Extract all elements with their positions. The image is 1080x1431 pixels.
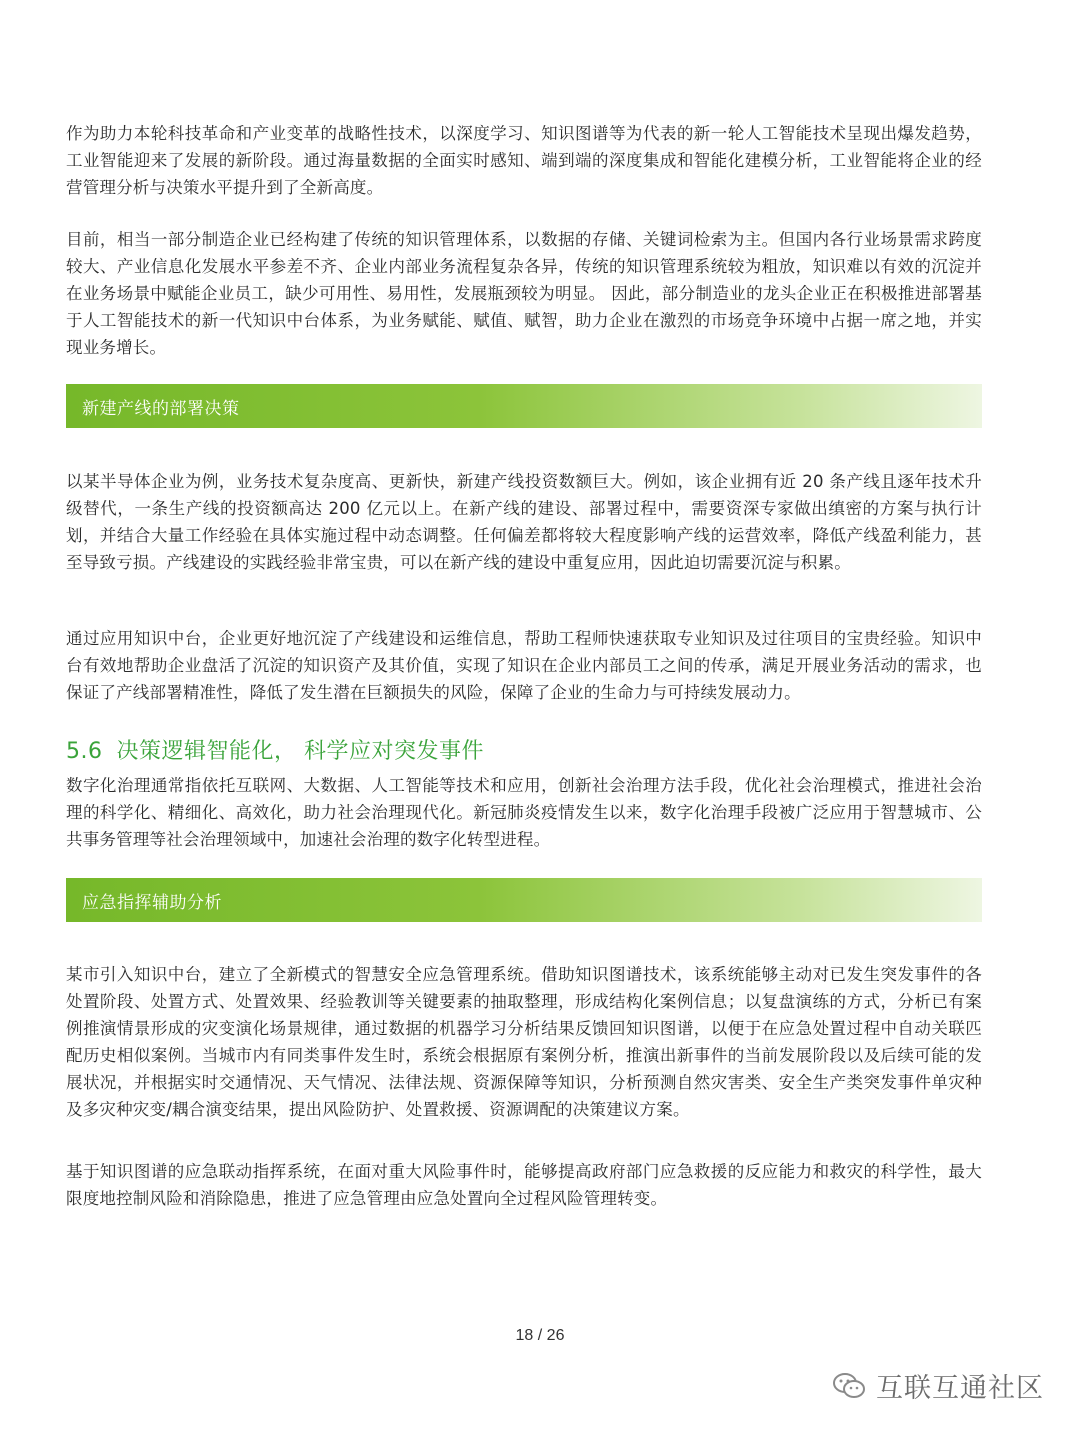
wechat-icon bbox=[832, 1371, 866, 1401]
paragraph-semiconductor-example: 以某半导体企业为例，业务技术复杂度高、更新快，新建产线投资数额巨大。例如，该企业拥有近 20 条产线且逐年技术升级替代，一条生产线的投资额高达 200 亿元以上。在新产线的建设、部署过程中，需要资深专家做出缜密的方案与执行计划，并结合大量工作经验在具体实施过程中动态调整。任何偏差都将较大程度影响产线的运营效率，降低产线盈利能力，甚至导致亏损。产线建设的实践经验非常宝贵，可以在新产线的建设中重复应用，因此迫切需要沉淀与积累。 bbox=[66, 472, 982, 572]
watermark-text: 互联互通社区 bbox=[876, 1373, 1044, 1404]
section-number: 5.6 bbox=[66, 739, 103, 764]
paragraph-current-state: 目前，相当一部分制造企业已经构建了传统的知识管理体系，以数据的存储、关键词检索为主。但国内各行业场景需求跨度较大、产业信息化发展水平参差不齐、企业内部业务流程复杂各异，传统的知识管理系统较为粗放，知识难以有效的沉淀并在业务场景中赋能企业员工，缺少可用性、易用性，发展瓶颈较为明显。 因此，部分制造业的龙头企业正在积极推进部署基于人工智能技术的新一代知识中台体系，为业务赋能、赋值、赋智，助力企业在激烈的市场竞争环境中占据一席之地，并实现业务增长。 bbox=[66, 230, 982, 357]
section-title: 决策逻辑智能化， 科学应对突发事件 bbox=[116, 739, 484, 764]
paragraph-emergency-system: 某市引入知识中台，建立了全新模式的智慧安全应急管理系统。借助知识图谱技术，该系统能够主动对已发生突发事件的各处置阶段、处置方式、处置效果、经验教训等关键要素的抽取整理，形成结构化案例信息；以复盘演练的方式，分析已有案例推演情景形成的灾变演化场景规律，通过数据的机器学习分析结果反馈回知识图谱，以便于在应急处置过程中自动关联匹配历史相似案例。当城市内有同类事件发生时，系统会根据原有案例分析，推演出新事件的当前发展阶段以及后续可能的发展状况，并根据实时交通情况、天气情况、法律法规、资源保障等知识，分析预测自然灾害类、安全生产类突发事件单灾种及多灾种灾变/耦合演变结果，提出风险防护、处置救援、资源调配的决策建议方案。 bbox=[66, 965, 982, 1119]
section-heading bbox=[66, 734, 484, 765]
page-number: 18 / 26 bbox=[515, 1327, 565, 1344]
paragraph-knowledge-platform: 通过应用知识中台，企业更好地沉淀了产线建设和运维信息，帮助工程师快速获取专业知识及过往项目的宝贵经验。知识中台有效地帮助企业盘活了沉淀的知识资产及其价值，实现了知识在企业内部员工之间的传承，满足开展业务活动的需求，也保证了产线部署精准性，降低了发生潜在巨额损失的风险，保障了企业的生命力与可持续发展动力。 bbox=[66, 629, 982, 702]
paragraph-emergency-command: 基于知识图谱的应急联动指挥系统，在面对重大风险事件时，能够提高政府部门应急救援的反应能力和救灾的科学性，最大限度地控制风险和消除隐患，推进了应急管理由应急处置向全过程风险管理转变。 bbox=[66, 1162, 982, 1208]
subsection-title: 应急指挥辅助分析 bbox=[82, 892, 222, 913]
subsection-banner-emergency bbox=[66, 878, 982, 922]
subsection-title: 新建产线的部署决策 bbox=[82, 398, 240, 419]
subsection-banner-production-line bbox=[66, 384, 982, 428]
paragraph-digital-governance: 数字化治理通常指依托互联网、大数据、人工智能等技术和应用，创新社会治理方法手段，优化社会治理模式，推进社会治理的科学化、精细化、高效化，助力社会治理现代化。新冠肺炎疫情发生以来，数字化治理手段被广泛应用于智慧城市、公共事务管理等社会治理领域中，加速社会治理的数字化转型进程。 bbox=[66, 776, 982, 849]
paragraph-intro: 作为助力本轮科技革命和产业变革的战略性技术，以深度学习、知识图谱等为代表的新一轮人工智能技术呈现出爆发趋势，工业智能迎来了发展的新阶段。通过海量数据的全面实时感知、端到端的深度集成和智能化建模分析，工业智能将企业的经营管理分析与决策水平提升到了全新高度。 bbox=[66, 124, 982, 197]
watermark bbox=[832, 1366, 1044, 1405]
